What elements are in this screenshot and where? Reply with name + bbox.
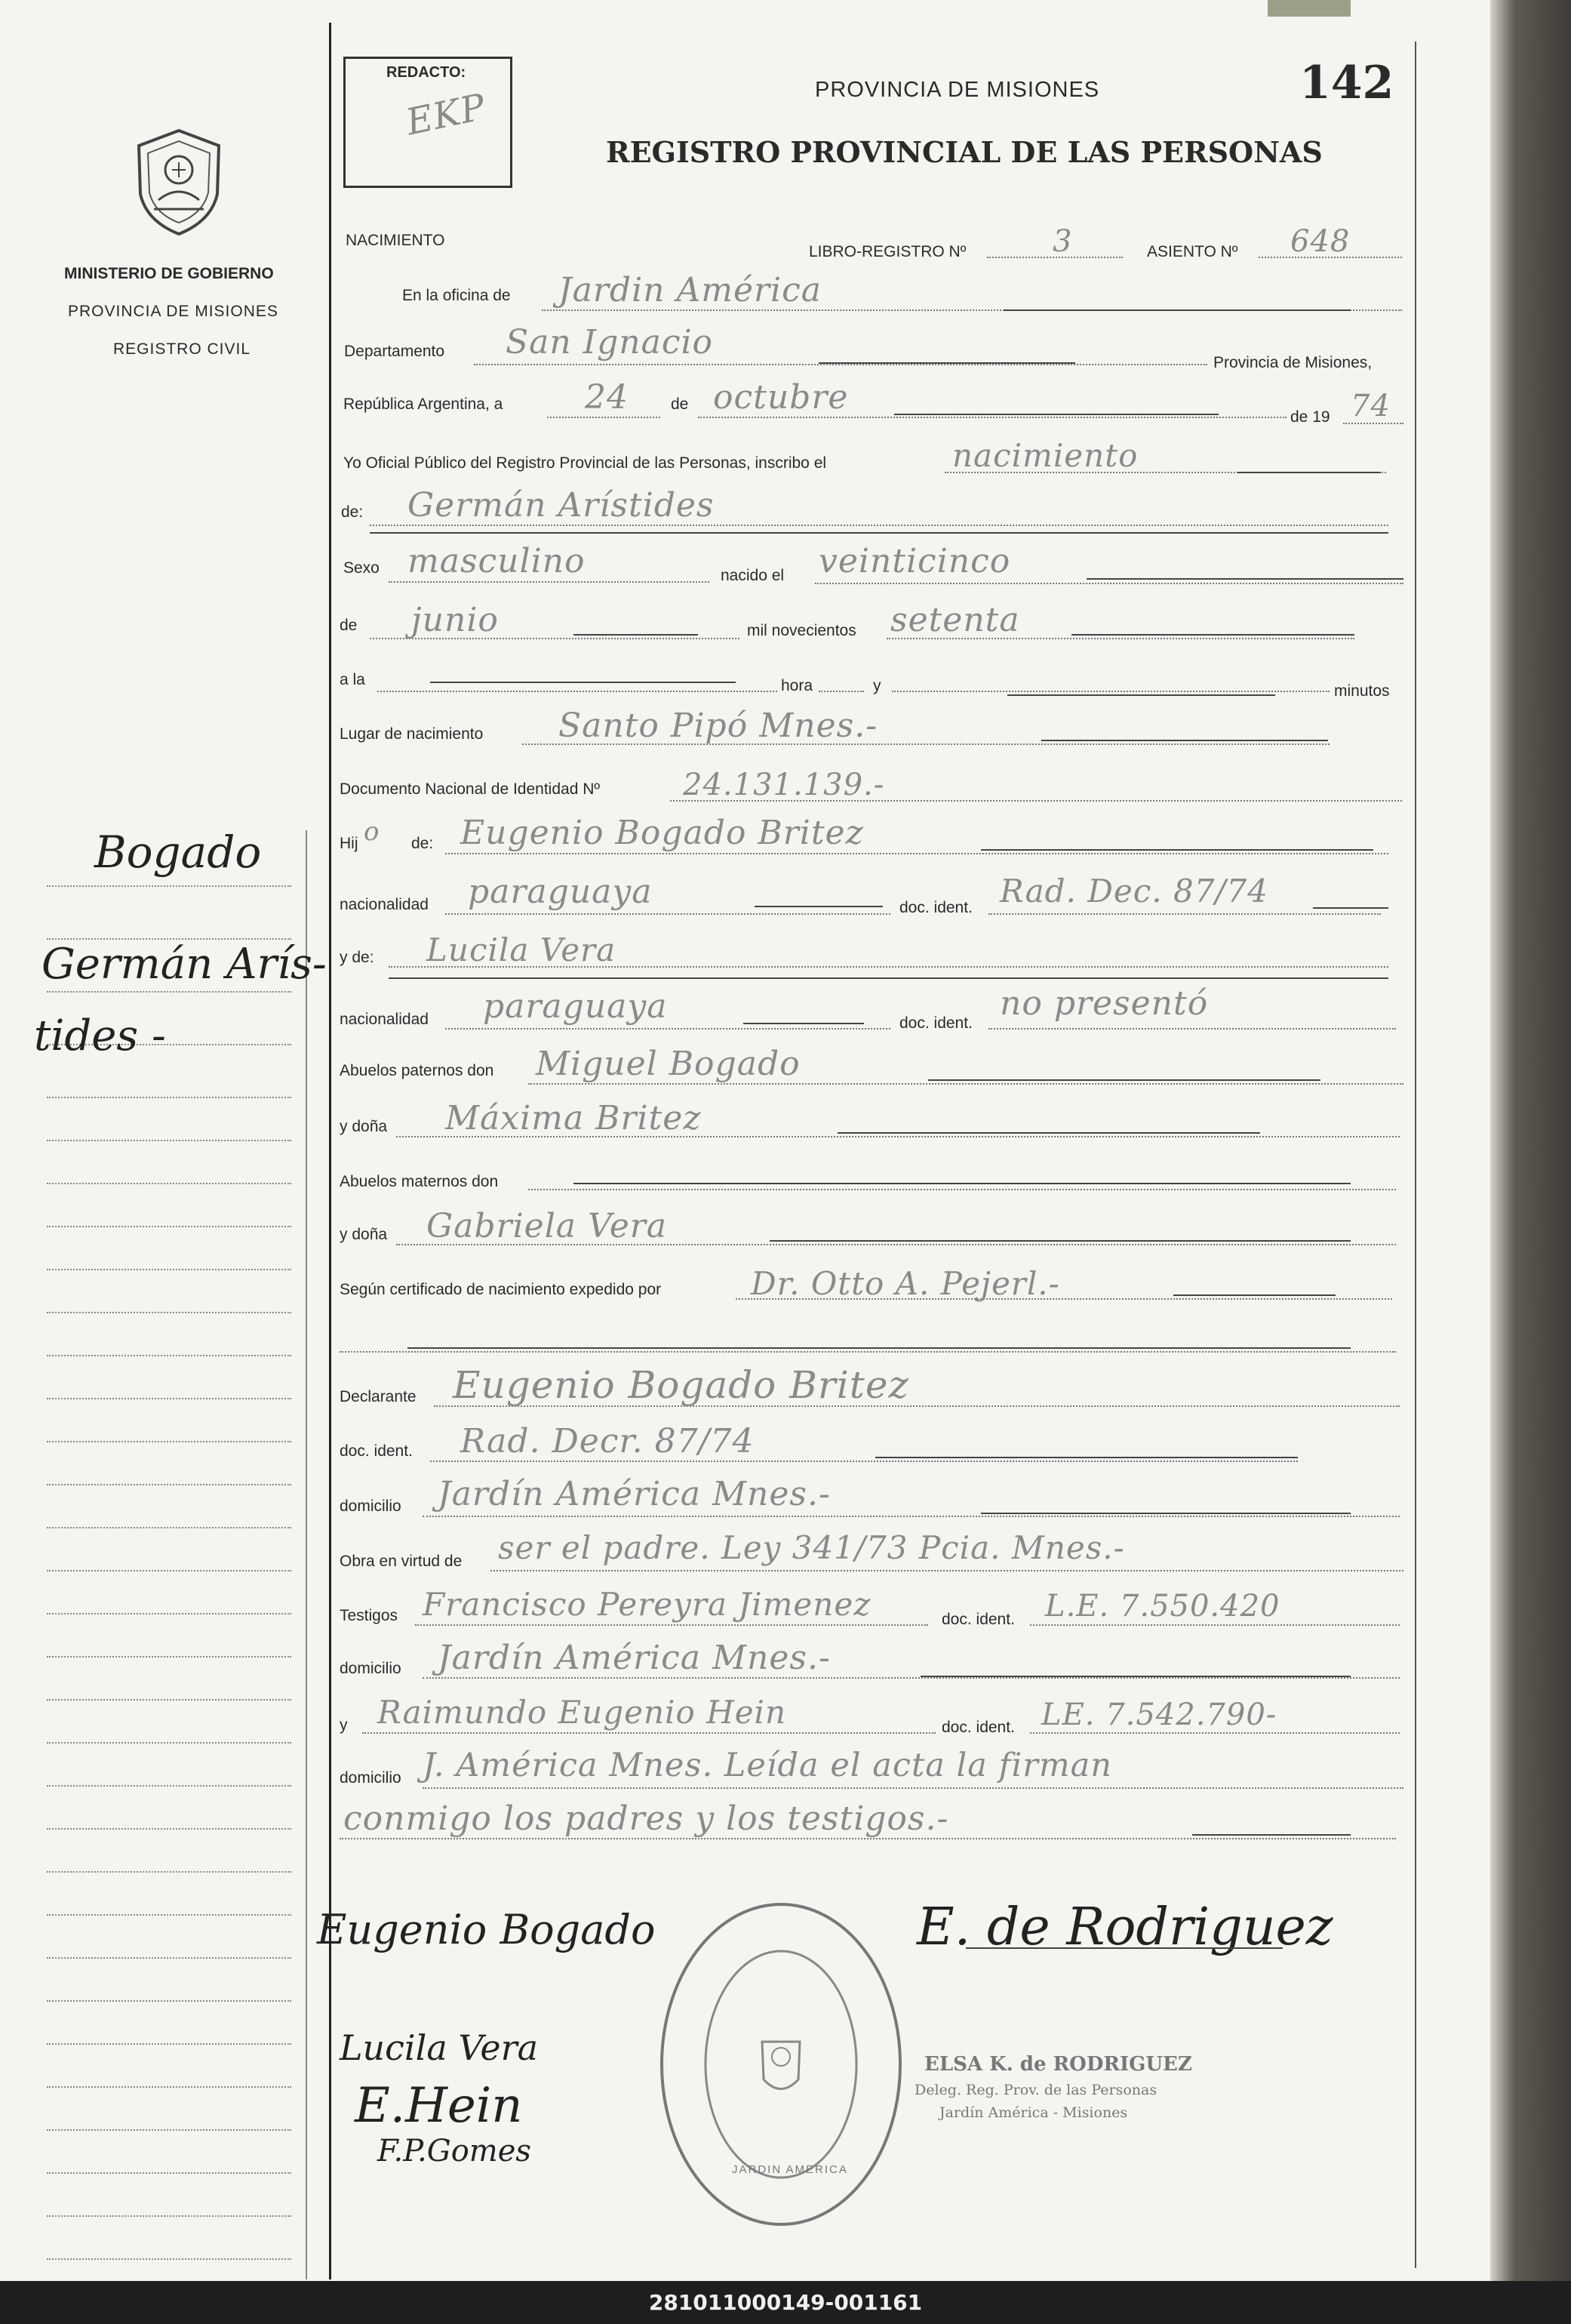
republica-label: República Argentina, a: [343, 396, 503, 413]
ydona1-label: y doña: [340, 1118, 388, 1135]
obra-label: Obra en virtud de: [340, 1553, 463, 1570]
domicilio-testigo2-value: J. América Mnes. Leída el acta la firman: [423, 1747, 1112, 1784]
testigos-label: Testigos: [340, 1607, 398, 1624]
oficial-value: nacimiento: [952, 437, 1139, 474]
mes-value: octubre: [713, 378, 849, 417]
margin-note-line1: Bogado: [94, 826, 262, 878]
margin-line: [47, 2258, 291, 2260]
madre-underline: [389, 977, 1388, 979]
margin-line: [47, 1527, 291, 1528]
testigo2-value: Raimundo Eugenio Hein: [377, 1694, 787, 1731]
domicilio-testigo2-label: domicilio: [340, 1769, 401, 1787]
testigo2-line: [362, 1732, 936, 1734]
margin-line: [47, 1656, 291, 1658]
lugar-fill-line: [1041, 740, 1328, 741]
image-id: 281011000149-001161: [648, 2290, 923, 2315]
margin-line: [47, 2129, 291, 2131]
nacido-dia-value: veinticinco: [819, 542, 1011, 580]
margin-line: [47, 1828, 291, 1830]
abp2-fill-line: [838, 1132, 1260, 1134]
doc-testigo2-value: LE. 7.542.790-: [1041, 1698, 1277, 1732]
doc-declarante-value: Rad. Decr. 87/74: [460, 1422, 755, 1461]
declarante-label: Declarante: [340, 1388, 417, 1405]
ydona2-label: y doña: [340, 1226, 388, 1243]
certificado-label: Según certificado de nacimiento expedido por: [340, 1281, 662, 1298]
dia-value: 24: [585, 378, 629, 417]
padre-fill-line: [981, 849, 1373, 851]
hora-line: [819, 691, 864, 692]
y2-label: y: [340, 1716, 348, 1734]
margin-line: [47, 2172, 291, 2174]
obra-value: ser el padre. Ley 341/73 Pcia. Mnes.-: [498, 1529, 1125, 1566]
ala-line: [377, 691, 777, 692]
lugar-label: Lugar de nacimiento: [340, 725, 484, 743]
nombre-line: [370, 525, 1388, 526]
doc1-fill-line: [1313, 907, 1388, 909]
hijo-de-label: de:: [411, 835, 434, 852]
certificado-value: Dr. Otto A. Pejerl.-: [751, 1265, 1060, 1302]
departamento-line: [474, 364, 1207, 365]
oficina-fill-line: [1004, 309, 1351, 311]
abuela-materna-value: Gabriela Vera: [426, 1207, 668, 1245]
margin-line: [47, 1871, 291, 1873]
anio-label: de 19: [1290, 408, 1330, 426]
official-stamp-place: Jardín América - Misiones: [939, 2104, 1128, 2121]
nacionalidad1-value: paraguaya: [468, 873, 653, 911]
domt1-line: [423, 1677, 1400, 1679]
nacido-anio-value: setenta: [890, 601, 1020, 639]
margin-line: [47, 1742, 291, 1744]
margin-line: [47, 1269, 291, 1270]
domicilio-declarante-value: Jardín América Mnes.-: [438, 1475, 831, 1513]
domd-fill-line: [981, 1513, 1351, 1514]
testigo1-line: [415, 1624, 928, 1626]
margin-line: [47, 2000, 291, 2002]
dni-label: Documento Nacional de Identidad Nº: [340, 780, 601, 798]
cert-fill-line-2: [407, 1347, 1351, 1349]
cierre-line: [340, 1838, 1396, 1839]
sexo-line: [389, 581, 709, 583]
margin-line: [47, 2086, 291, 2088]
asiento-value: 648: [1290, 224, 1351, 259]
doc1-line: [988, 913, 1381, 915]
abm2-fill-line: [770, 1240, 1351, 1242]
coat-of-arms-icon: [128, 125, 230, 238]
binding-edge: [1490, 0, 1571, 2281]
provincia-label: Provincia de Misiones,: [1213, 354, 1373, 371]
margin-line: [47, 1785, 291, 1787]
doct2-line: [1030, 1732, 1400, 1734]
de-person-label: de:: [341, 503, 364, 521]
ala-label: a la: [340, 671, 365, 688]
margin-line: [47, 1398, 291, 1399]
doc2-label: doc. ident.: [899, 1014, 973, 1032]
margin-line: [47, 991, 291, 993]
margin-line: [47, 1183, 291, 1184]
official-stamp-name: ELSA K. de RODRIGUEZ: [924, 2053, 1192, 2076]
nacionalidad2-label: nacionalidad: [340, 1011, 429, 1028]
departamento-label: Departamento: [344, 343, 445, 360]
minutos-line: [892, 691, 1330, 692]
departamento-value: San Ignacio: [506, 323, 714, 362]
libro-label: LIBRO-REGISTRO Nº: [809, 243, 967, 260]
page-number: 142: [1299, 57, 1394, 109]
registry-stamp: [656, 1898, 905, 2230]
dia-line: [547, 417, 660, 418]
province-emblem: [128, 125, 230, 238]
abm-line: [528, 1189, 1396, 1190]
doc1-label: doc. ident.: [899, 899, 973, 916]
binding-tab: [1268, 0, 1351, 17]
declarante-value: Eugenio Bogado Britez: [453, 1363, 909, 1407]
docd-line: [430, 1461, 1298, 1462]
madre-value: Lucila Vera: [426, 931, 616, 968]
abuelo-paterno-value: Miguel Bogado: [536, 1045, 801, 1083]
abuela-paterna-value: Máxima Britez: [445, 1099, 702, 1137]
ala-fill-line: [430, 682, 736, 683]
lugar-value: Santo Pipó Mnes.-: [558, 706, 878, 745]
margin-line: [47, 1613, 291, 1614]
padre-value: Eugenio Bogado Britez: [460, 814, 864, 852]
anio-nac-fill-line: [1071, 634, 1354, 636]
margin-line: [47, 1355, 291, 1356]
official-signature-stroke: [966, 1947, 1283, 1949]
doc-testigo1-label: doc. ident.: [942, 1611, 1015, 1628]
margin-note-line3: tides -: [34, 1011, 166, 1060]
margin-line: [47, 2215, 291, 2217]
margin-line: [47, 1312, 291, 1313]
hijo-label: Hij: [340, 835, 358, 852]
signature-madre: Lucila Vera: [340, 2027, 539, 2068]
margin-line: [47, 885, 291, 887]
de2-label: de: [340, 617, 358, 634]
nacido-label: nacido el: [721, 567, 785, 584]
abuelos-paternos-label: Abuelos paternos don: [340, 1062, 494, 1079]
oficina-label: En la oficina de: [402, 287, 511, 304]
nac2-line: [445, 1028, 890, 1030]
mes-nac-fill-line: [573, 634, 698, 636]
nac1-fill-line: [755, 906, 883, 907]
docd-fill-line: [875, 1457, 1298, 1458]
cert-line-2: [340, 1351, 1396, 1353]
mil-label: mil novecientos: [747, 622, 856, 639]
oficial-label: Yo Oficial Público del Registro Provincial de las Personas, inscribo el: [343, 454, 827, 472]
libro-value: 3: [1053, 224, 1073, 259]
redacto-mark: EKP: [402, 85, 490, 144]
abp-fill-line: [928, 1079, 1320, 1081]
testigo1-value: Francisco Pereyra Jimenez: [423, 1586, 872, 1623]
province-header: PROVINCIA DE MISIONES: [815, 78, 1100, 102]
y-label: y: [873, 677, 881, 694]
redacto-label: REDACTO:: [386, 64, 466, 81]
right-margin-rule: [1415, 42, 1416, 2268]
doct1-line: [1030, 1624, 1400, 1626]
nacido-line: [815, 583, 1403, 584]
abm-fill-line: [573, 1183, 1351, 1184]
domicilio-testigo1-value: Jardín América Mnes.-: [438, 1639, 831, 1677]
domt1-fill-line: [921, 1676, 1351, 1677]
minutos-label: minutos: [1334, 682, 1390, 700]
cierre-value: conmigo los padres y los testigos.-: [343, 1799, 949, 1838]
abuelos-maternos-label: Abuelos maternos don: [340, 1173, 499, 1190]
margin-line: [47, 1484, 291, 1485]
margin-line: [47, 2043, 291, 2045]
mes-fill-line: [894, 414, 1219, 415]
round-stamp-icon: [656, 1898, 905, 2230]
minutos-fill-line: [1007, 694, 1275, 696]
registry-title: REGISTRO PROVINCIAL DE LAS PERSONAS: [606, 135, 1323, 169]
asiento-label: ASIENTO Nº: [1147, 243, 1238, 260]
official-stamp-title: Deleg. Reg. Prov. de las Personas: [915, 2082, 1157, 2098]
obra-line: [490, 1570, 1403, 1571]
nac2-fill-line: [743, 1023, 864, 1024]
margin-line: [47, 1441, 291, 1442]
margin-column-rule: [306, 830, 307, 2279]
oficina-value: Jardin América: [558, 271, 822, 309]
emblem-province: PROVINCIA DE MISIONES: [68, 303, 278, 320]
nacionalidad2-value: paraguaya: [483, 987, 668, 1026]
ministry-name: MINISTERIO DE GOBIERNO: [64, 265, 274, 282]
hora-label: hora: [781, 677, 813, 694]
domicilio-declarante-label: domicilio: [340, 1498, 401, 1515]
margin-line: [47, 1914, 291, 1916]
nombre-underline: [370, 532, 1388, 534]
cierre-fill-line: [1192, 1834, 1351, 1836]
redacto-box: [343, 57, 512, 188]
emblem-office: REGISTRO CIVIL: [113, 340, 251, 358]
doc2-line: [988, 1028, 1396, 1030]
padre-line: [445, 853, 1388, 854]
nacionalidad1-label: nacionalidad: [340, 896, 429, 913]
cert-fill-line: [1173, 1294, 1336, 1296]
doc2-value: no presentó: [1000, 984, 1209, 1023]
nacido-mes-value: junio: [411, 601, 499, 639]
signature-padre: Eugenio Bogado: [317, 1906, 656, 1953]
signature-testigo1: F.P.Gomes: [377, 2134, 531, 2169]
yde-label: y de:: [340, 949, 374, 966]
margin-line: [47, 1699, 291, 1701]
margin-line: [47, 1226, 291, 1227]
domt2-line: [423, 1787, 1403, 1789]
abp-line: [528, 1083, 1403, 1085]
domicilio-testigo1-label: domicilio: [340, 1660, 401, 1677]
signature-official: E. de Rodriguez: [917, 1898, 1333, 1957]
hijo-suffix: o: [364, 817, 380, 847]
margin-line: [47, 1140, 291, 1141]
image-id-footer: [0, 2281, 1571, 2324]
doc-testigo2-label: doc. ident.: [942, 1719, 1015, 1736]
margin-line: [47, 1957, 291, 1959]
doc1-value: Rad. Dec. 87/74: [1000, 873, 1269, 910]
margin-note-line2: Germán Arís-: [42, 940, 327, 989]
doc-testigo1-value: L.E. 7.550.420: [1045, 1589, 1280, 1624]
sexo-value: masculino: [407, 542, 586, 580]
doc-declarante-label: doc. ident.: [340, 1442, 413, 1460]
stamp-center-text: JARDIN AMERICA: [732, 2163, 848, 2176]
nac1-line: [445, 913, 890, 915]
mes-line: [698, 417, 1287, 418]
de-label: de: [671, 396, 689, 413]
nombre-value: Germán Arístides: [407, 486, 715, 525]
sexo-label: Sexo: [343, 559, 380, 577]
margin-line: [47, 1097, 291, 1098]
signature-testigo2: E.Hein: [355, 2078, 523, 2134]
oficial-fill-line: [1237, 472, 1381, 473]
anio-value: 74: [1351, 389, 1391, 423]
margin-line: [47, 1570, 291, 1571]
domd-line: [423, 1516, 1400, 1517]
departamento-fill-line: [819, 362, 1075, 364]
nacido-fill-line: [1087, 578, 1403, 580]
dni-value: 24.131.139.-: [683, 768, 885, 802]
act-type-label: NACIMIENTO: [346, 232, 445, 249]
